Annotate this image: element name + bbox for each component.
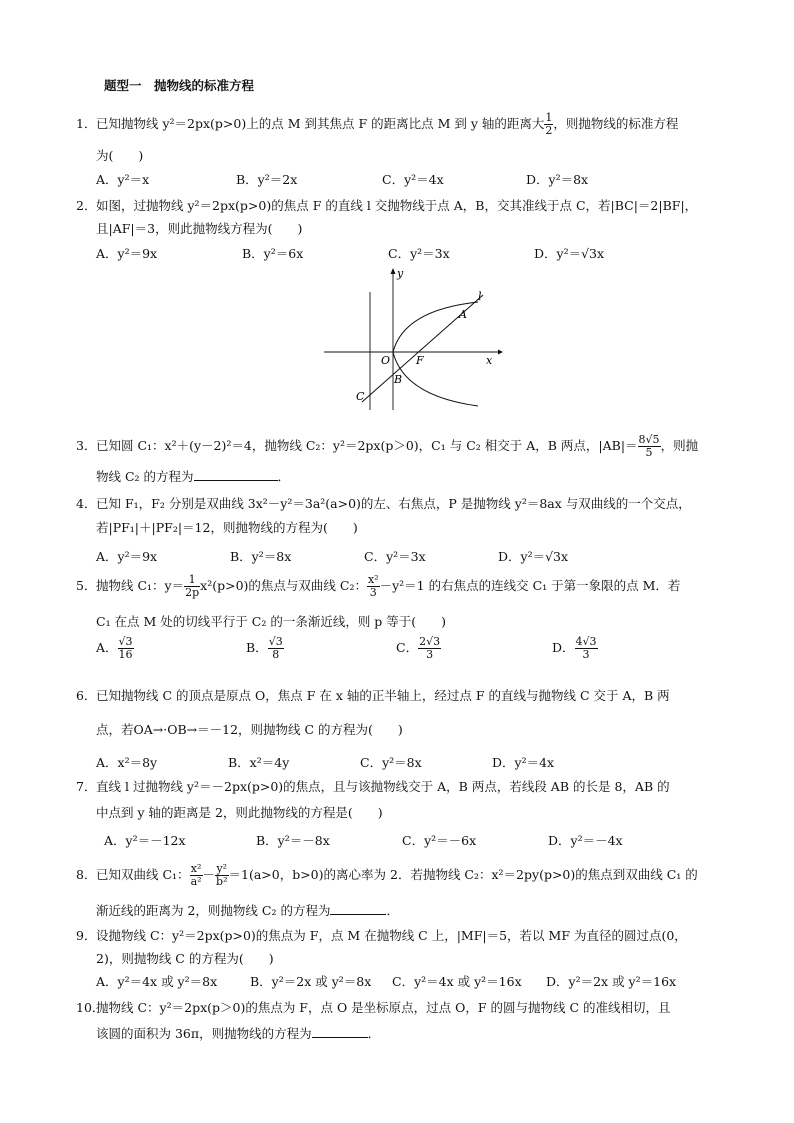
minus-sign: － [202,867,216,882]
option-d: D．y²＝4x [492,755,555,770]
question-text: 已知双曲线 C₁： [96,867,190,882]
option-a: A．y²＝9x [96,246,158,261]
question-3-line-2 [96,467,290,485]
question-1 [76,112,678,137]
question-text: 且|AF|＝3，则此抛物线方程为( ) [96,221,303,236]
question-text: 抛物线 C：y²＝2px(p＞0)的焦点为 F，点 O 是坐标原点，过点 O，F 的圆与抛物线 C 的准线相切，且 [96,1000,671,1015]
question-text: 直线 l 过抛物线 y²＝－2px(p>0)的焦点，且与该抛物线交于 A，B 两点，若线段 AB 的长是 8，AB 的 [96,779,670,794]
question-number: 10． [76,1000,105,1015]
question-text: 2)，则抛物线 C 的方程为( ) [96,951,274,966]
question-text: x²(p>0)的焦点与双曲线 C₂： [200,578,367,593]
question-4 [76,494,691,512]
option-a: A．y²＝4x 或 y²＝8x [96,974,218,989]
question-text: ． [277,469,291,484]
answer-blank[interactable] [312,1025,368,1038]
fraction: $\frac{1}{2p}$ [185,573,200,599]
question-text: －y²＝1 的右焦点的连线交 C₁ 于第一象限的点 M．若 [379,578,681,593]
question-5 [76,574,680,599]
question-text: 如图，过抛物线 y²＝2px(p>0)的焦点 F 的直线 l 交抛物线于点 A，B，交其准线于点 C，若|BC|＝2|BF|， [96,198,698,213]
figure-label-x: x [486,354,493,367]
question-text: 已知抛物线 C 的顶点是原点 O，焦点 F 在 x 轴的正半轴上，经过点 F 的直线与抛物线 C 交于 A，B 两 [96,688,670,703]
question-text: 抛物线 C₁：y＝ [96,578,185,593]
question-number: 9． [76,928,97,943]
question-number: 6． [76,688,97,703]
question-number: 5． [76,578,97,593]
option-c: C．y²＝4x 或 y²＝16x [392,974,522,989]
option-b: B．y²＝6x [242,246,304,261]
option-c: C． $\frac{2√3}{3}$ [396,635,441,661]
option-b: B． $\frac{√3}{8}$ [246,635,283,661]
question-9 [76,926,687,944]
question-text: 设抛物线 C：y²＝2px(p>0)的焦点为 F，点 M 在抛物线 C 上，|MF|＝5，若以 MF 为直径的圆过点(0， [96,928,687,943]
option-d: D．y²＝2x 或 y²＝16x [546,974,677,989]
question-10 [76,998,671,1016]
option-c: C．y²＝－6x [402,833,477,848]
fraction: $\frac{\text{x²}}{\text{a²}}$ [190,862,202,888]
fraction: $\frac{\text{y²}}{\text{b²}}$ [216,862,228,888]
question-text: 渐近线的距离为 2，则抛物线 C₂ 的方程为 [96,903,331,918]
fraction: $\frac{\text{x²}}{3}$ [367,573,379,599]
option-d: D．y²＝√3x [498,549,569,564]
option-c: C．y²＝3x [364,549,426,564]
question-text: 为( ) [96,148,144,163]
figure-label-y: y [397,267,404,280]
parabola-figure [318,262,508,414]
answer-blank[interactable] [330,902,386,915]
figure-label-b: B [394,373,403,386]
question-number: 4． [76,496,97,511]
fraction: $\frac{8√5}{5}$ [638,433,660,459]
figure-label-a: A [459,308,467,321]
option-b: B．y²＝2x 或 y²＝8x [250,974,372,989]
question-7 [76,777,670,795]
option-b: B．y²＝－8x [256,833,330,848]
fraction: $\frac{1}{2}$ [545,111,553,137]
option-a: A． $\frac{√3}{16}$ [96,635,133,661]
question-2 [76,196,697,214]
question-text: 物线 C₂ 的方程为 [96,469,194,484]
question-text: 中点到 y 轴的距离是 2，则此抛物线的方程是( ) [96,805,383,820]
question-8-line-2 [96,901,399,919]
question-text: 已知圆 C₁：x²＋(y－2)²＝4，抛物线 C₂：y²＝2px(p＞0)，C₁ 与 C₂ 相交于 A，B 两点，|AB|＝ [96,438,638,453]
figure-label-o: O [381,354,391,367]
question-text: ＝1(a>0，b>0)的离心率为 2．若抛物线 C₂：x²＝2py(p>0)的焦点到双曲线 C₁ 的 [228,867,698,882]
question-10-line-2 [96,1024,380,1042]
figure-label-l: l [478,290,482,303]
question-text: 已知抛物线 y²＝2px(p>0)上的点 M 到其焦点 F 的距离比点 M 到 y 轴的距离大 [96,116,545,131]
option-a: A．x²＝8y [96,755,158,770]
question-text: ． [386,903,399,918]
question-3 [76,434,698,459]
question-number: 3． [76,438,97,453]
figure-label-f: F [416,354,424,367]
option-c: C．y²＝4x [382,172,444,187]
option-c: C．y²＝8x [360,755,422,770]
question-text: 若|PF₁|＋|PF₂|＝12，则抛物线的方程为( ) [96,520,358,535]
option-b: B．y²＝8x [230,549,292,564]
option-a: A．y²＝x [96,172,150,187]
option-a: A．y²＝9x [96,549,158,564]
question-text: ，则抛 [660,438,699,453]
option-d: D．y²＝－4x [548,833,623,848]
option-b: B．y²＝2x [236,172,298,187]
section-title: 题型一 抛物线的标准方程 [104,78,255,93]
question-number: 1． [76,116,97,131]
answer-blank[interactable] [194,468,278,481]
question-text: 点，若OA→·OB→＝－12，则抛物线 C 的方程为( ) [96,722,403,737]
question-text: 已知 F₁，F₂ 分别是双曲线 3x²－y²＝3a²(a>0)的左、右焦点，P 是抛物线 y²＝8ax 与双曲线的一个交点， [96,496,691,511]
question-6 [76,686,670,704]
option-d: D．y²＝8x [526,172,589,187]
option-d: D． $\frac{4√3}{3}$ [552,635,597,661]
option-a: A．y²＝－12x [104,833,186,848]
question-text: 该圆的面积为 36π，则抛物线的方程为 [96,1026,312,1041]
option-b: B．x²＝4y [228,755,290,770]
question-number: 2． [76,198,97,213]
question-8 [76,863,698,888]
option-c: C．y²＝3x [388,246,450,261]
question-text: ． [367,1026,381,1041]
question-text: ，则抛物线的标准方程 [553,116,679,131]
question-number: 7． [76,779,97,794]
option-d: D．y²＝√3x [534,246,605,261]
question-text: C₁ 在点 M 处的切线平行于 C₂ 的一条渐近线，则 p 等于( ) [96,614,447,629]
figure-label-c: C [356,390,365,403]
question-number: 8． [76,867,97,882]
